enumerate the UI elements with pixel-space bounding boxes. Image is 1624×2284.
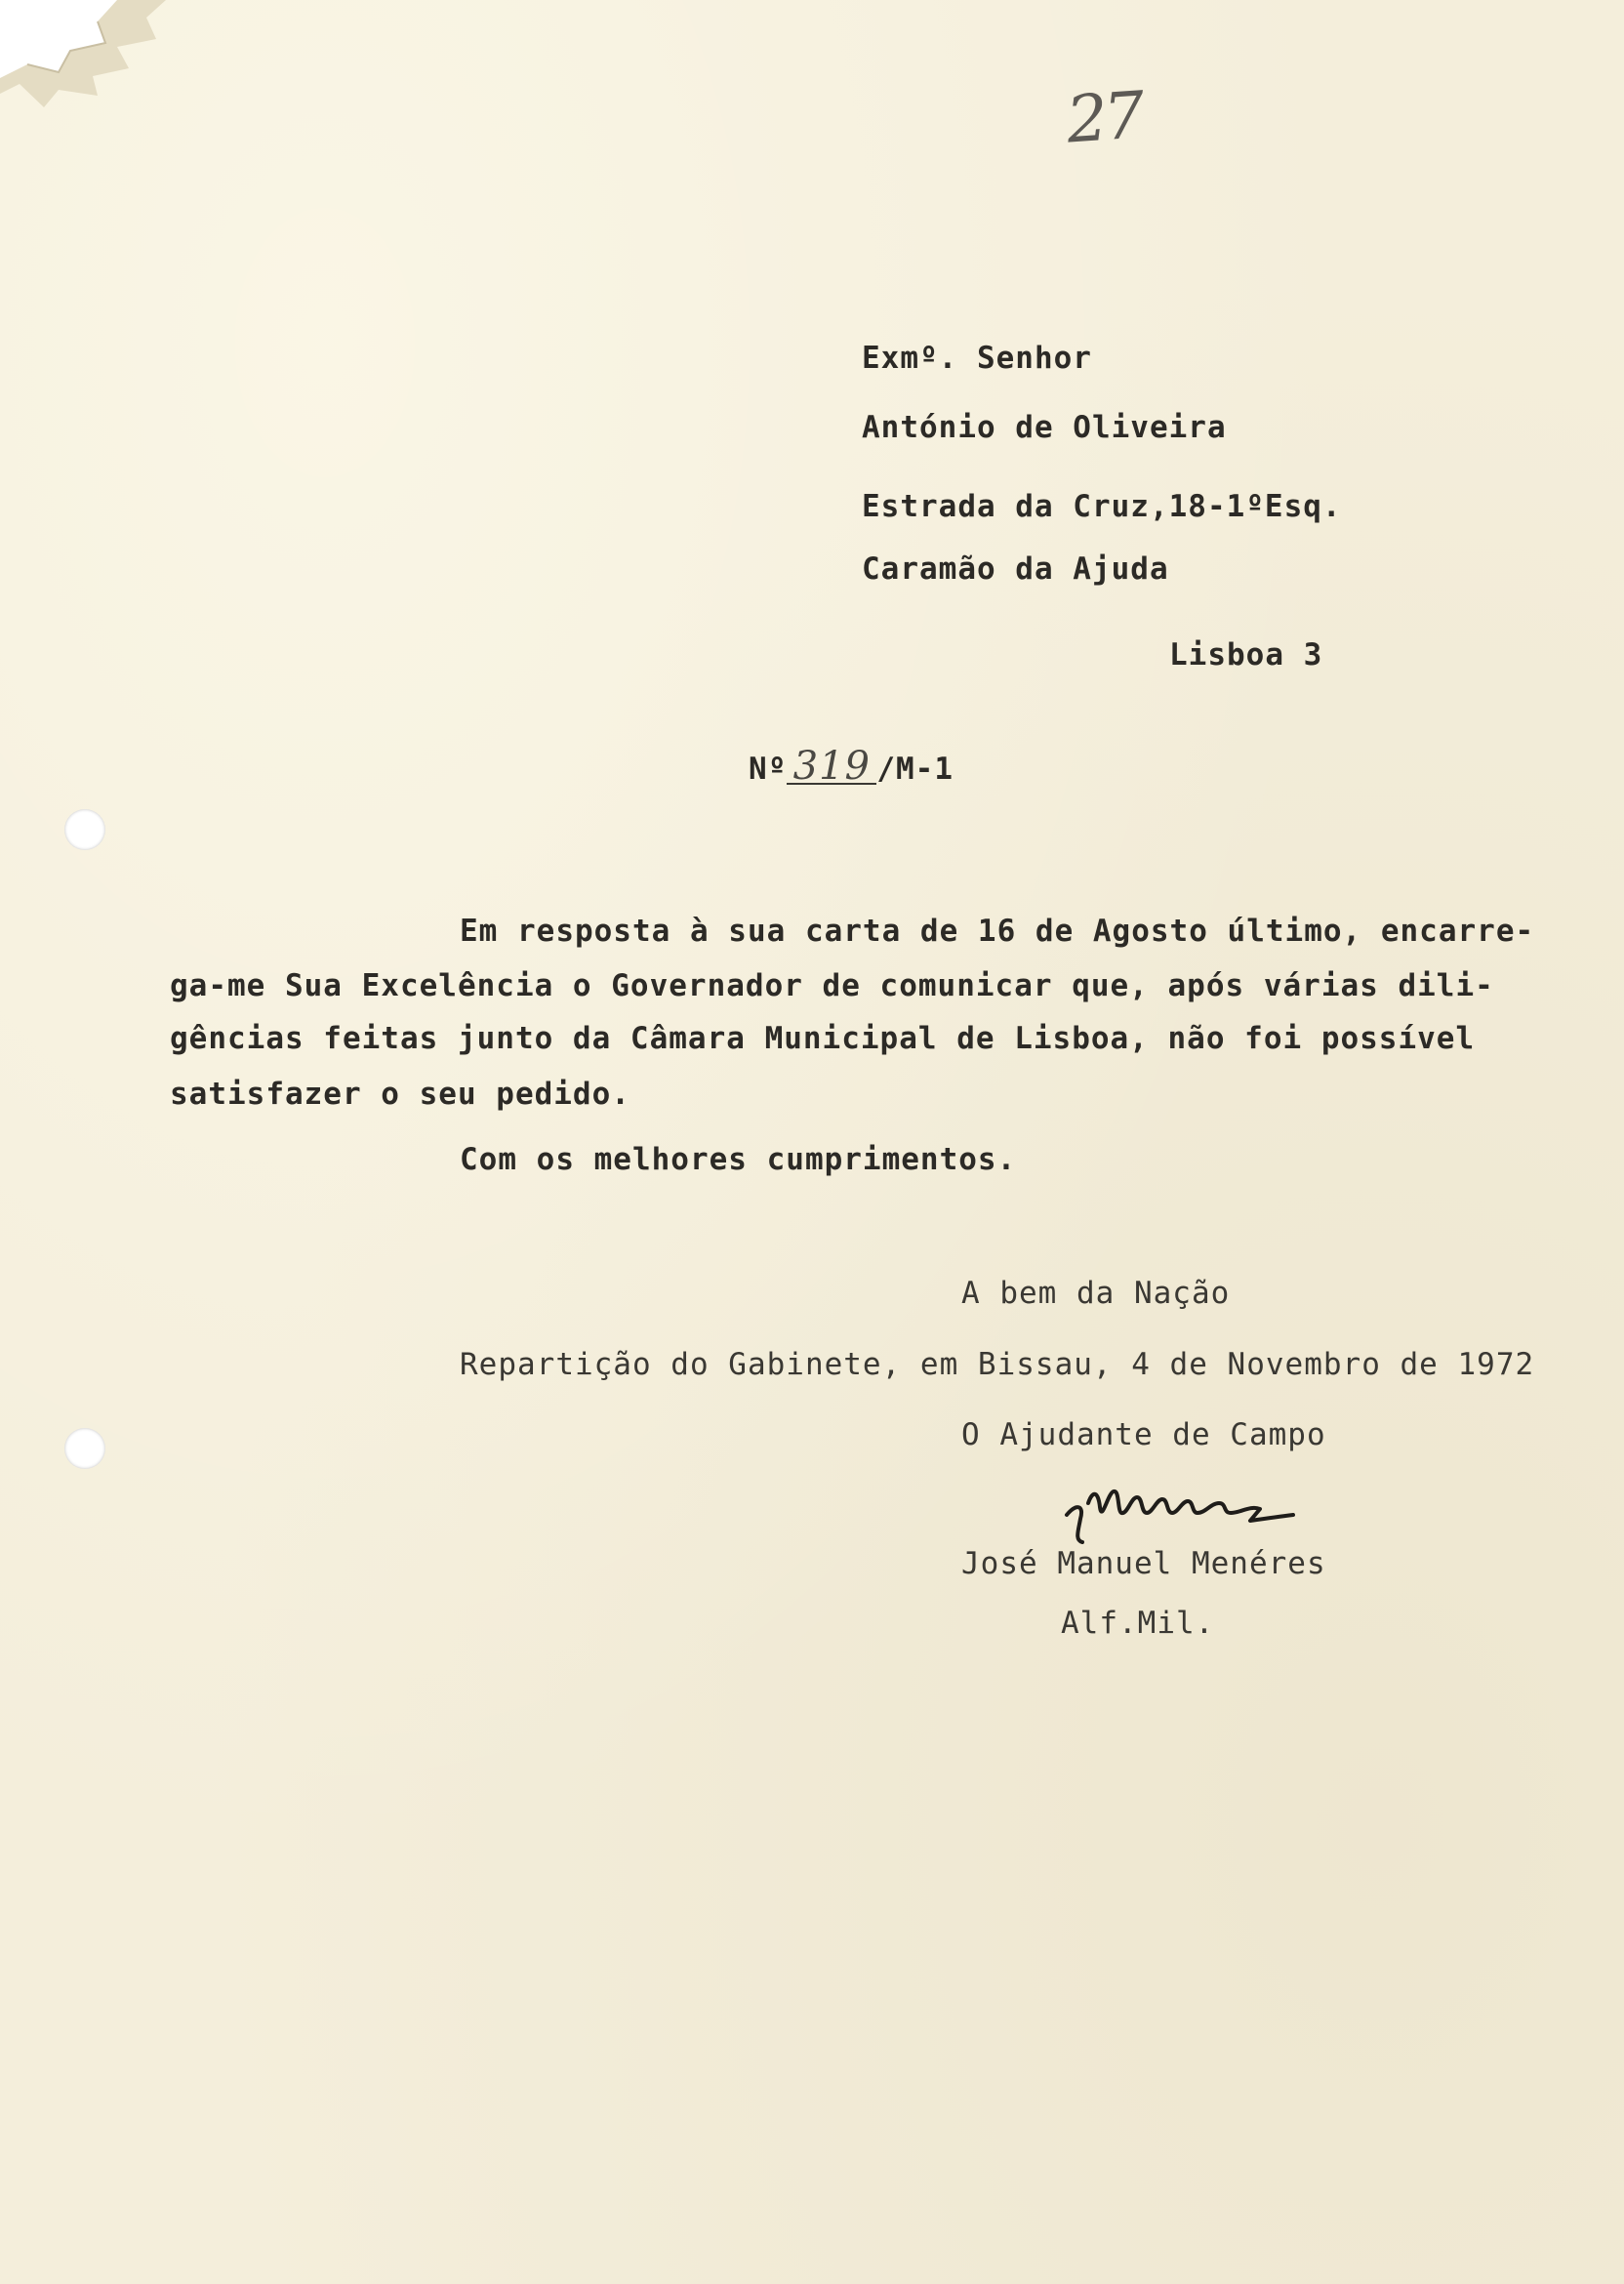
torn-corner-mark (0, 0, 166, 107)
page-number: 27 (1064, 77, 1144, 158)
place-date: Repartição do Gabinete, em Bissau, 4 de Novembro de 1972 (460, 1347, 1535, 1382)
handwritten-signature (1059, 1464, 1313, 1552)
body-line-2: ga-me Sua Excelência o Governador de comunicar que, após várias dili- (170, 968, 1494, 1003)
body-line-3: gências feitas junto da Câmara Municipal de Lisboa, não foi possível (170, 1021, 1476, 1056)
punch-hole-top (64, 809, 105, 850)
signatory-rank: Alf.Mil. (1061, 1606, 1215, 1641)
recipient-street: Estrada da Cruz,18-1ºEsq. (862, 489, 1342, 524)
recipient-city: Lisboa 3 (1169, 637, 1323, 673)
recipient-name: António de Oliveira (862, 410, 1227, 445)
body-line-4: satisfazer o seu pedido. (170, 1077, 630, 1112)
reference-number: 319 (787, 750, 876, 785)
reference-suffix: /M-1 (876, 752, 954, 787)
reference-prefix: Nº (749, 752, 788, 787)
signatory-role: O Ajudante de Campo (961, 1417, 1326, 1452)
motto: A bem da Nação (961, 1276, 1231, 1311)
body-line-1: Em resposta à sua carta de 16 de Agosto último, encarre- (460, 914, 1535, 949)
recipient-area: Caramão da Ajuda (862, 551, 1169, 587)
recipient-salutation: Exmº. Senhor (862, 341, 1092, 376)
reference-line (749, 744, 954, 789)
signatory-name: José Manuel Menéres (961, 1546, 1326, 1581)
body-closing: Com os melhores cumprimentos. (460, 1142, 1017, 1177)
punch-hole-bottom (64, 1428, 105, 1469)
